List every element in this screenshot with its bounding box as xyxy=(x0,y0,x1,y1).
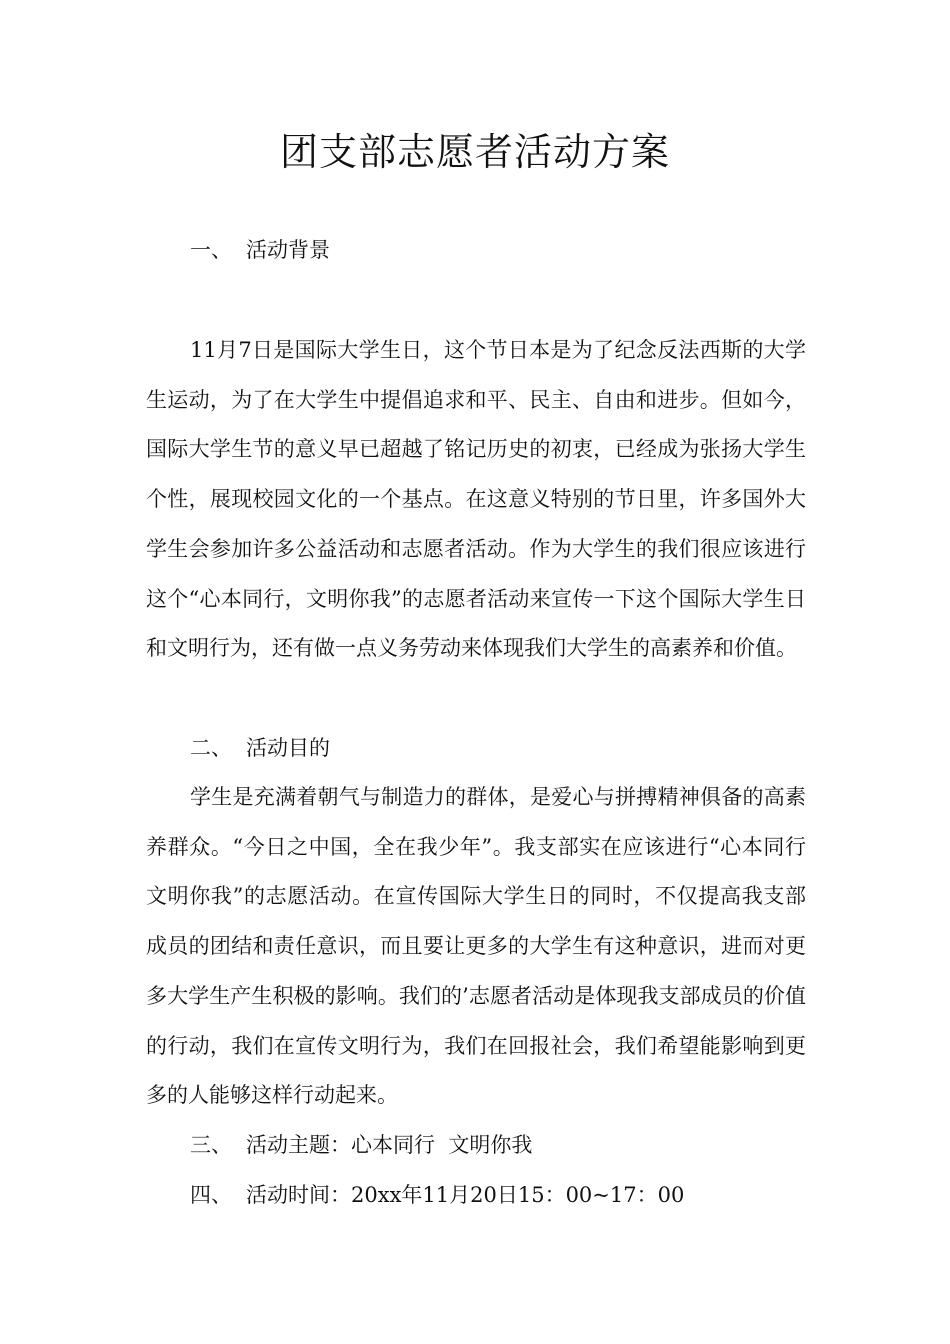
section-heading-text: 活动背景 xyxy=(246,238,330,262)
section-number: 四、 xyxy=(190,1183,232,1207)
section-heading-purpose xyxy=(190,733,330,763)
document-title: 团支部志愿者活动方案 xyxy=(279,130,670,174)
section-number: 二、 xyxy=(190,736,232,760)
section-body-purpose: 学生是充满着朝气与制造力的群体，是爱心与拼搏精神俱备的高素养群众。“今日之中国，全在我少年”。我支部实在应该进行“心本同行文明你我”的志愿活动。在宣传国际大学生日的同时，不仅提高我支部成员的团结和责任意识，而且要让更多的大学生有这种意识，进而对更多大学生产生积极的影响。我们的’志愿者活动是体现我支部成员的价值的行动，我们在宣传文明行为，我们在回报社会，我们希望能影响到更多的人能够这样行动起来。 xyxy=(146,785,806,1108)
section-heading-text: 活动时间：20xx年11月20日15：00~17：00 xyxy=(246,1183,685,1207)
section-heading-background xyxy=(190,235,330,265)
section-number: 一、 xyxy=(190,238,232,262)
section-heading-text: 活动目的 xyxy=(246,736,330,760)
section-number: 三、 xyxy=(190,1133,232,1157)
section-heading-theme xyxy=(190,1130,532,1160)
section-body-background: 11月7日是国际大学生日，这个节日本是为了纪念反法西斯的大学生运动，为了在大学生中提倡追求和平、民主、自由和进步。但如今，国际大学生节的意义早已超越了铭记历史的初衷，已经成为张扬大学生个性，展现校园文化的一个基点。在这意义特别的节日里，许多国外大学生会参加许多公益活动和志愿者活动。作为大学生的我们很应该进行这个“心本同行，文明你我”的志愿者活动来宣传一下这个国际大学生日和文明行为，还有做一点义务劳动来体现我们大学生的高素养和价值。 xyxy=(146,338,806,661)
section-heading-time xyxy=(190,1180,684,1210)
section-heading-text: 活动主题：心本同行 文明你我 xyxy=(246,1133,533,1157)
